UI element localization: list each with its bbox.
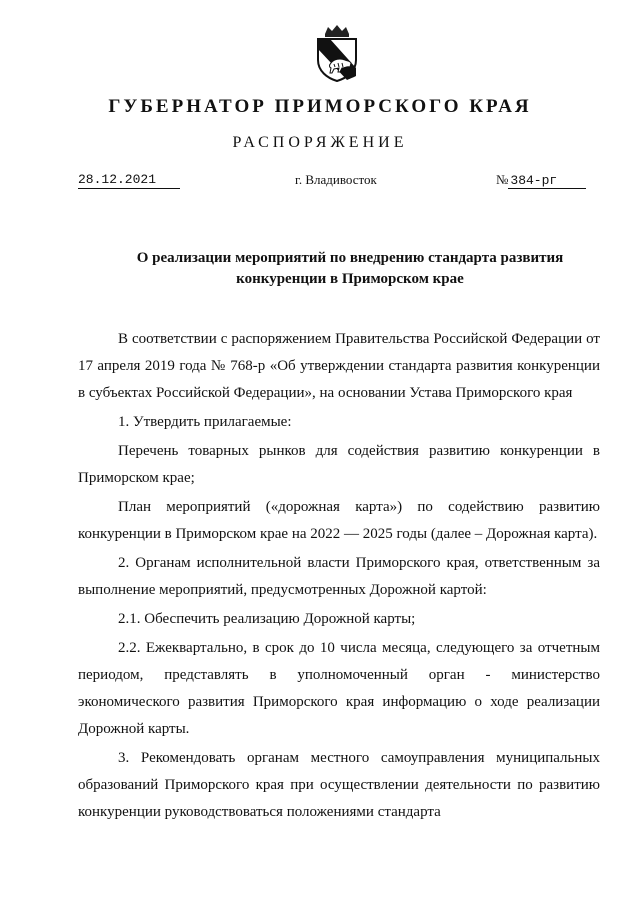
document-title xyxy=(110,248,590,290)
paragraph: Перечень товарных рынков для содействия развитию конкуренции в Приморском крае; xyxy=(78,443,600,486)
title-line-1: О реализации мероприятий по внедрению стандарта развития xyxy=(136,250,564,266)
document-date: 28.12.2021 xyxy=(78,173,180,189)
document-city: г. Владивосток xyxy=(295,172,377,187)
number-prefix: № xyxy=(496,172,509,187)
document-body xyxy=(78,326,600,826)
paragraph: 3. Рекомендовать органам местного самоуправления муниципальных образований Приморского края при осуществлении деятельности по развитию конкуренции руководствоваться положениями стандарта xyxy=(78,750,600,820)
number-value: 384-рг xyxy=(508,174,586,189)
title-line-2: конкуренции в Приморском крае xyxy=(236,271,464,287)
document-type: РАСПОРЯЖЕНИЕ xyxy=(232,134,408,151)
paragraph: 2.2. Ежеквартально, в срок до 10 числа месяца, следующего за отчетным периодом, представлять в уполномоченный орган - министерство экономического развития Приморского края информацию о ходе реализации Дорожной карты. xyxy=(78,640,600,737)
paragraph: 2. Органам исполнительной власти Приморского края, ответственным за выполнение мероприятий, предусмотренных Дорожной картой: xyxy=(78,555,600,598)
coat-of-arms-emblem xyxy=(312,24,362,82)
paragraph: 2.1. Обеспечить реализацию Дорожной карты; xyxy=(118,611,416,627)
paragraph: План мероприятий («дорожная карта») по содействию развитию конкуренции в Приморском крае на 2022 — 2025 годы (далее – Дорожная карта). xyxy=(78,499,600,542)
paragraph: 1. Утвердить прилагаемые: xyxy=(118,414,292,430)
issuing-authority: ГУБЕРНАТОР ПРИМОРСКОГО КРАЯ xyxy=(108,96,532,117)
document-number xyxy=(496,173,586,189)
paragraph: В соответствии с распоряжением Правительства Российской Федерации от 17 апреля 2019 года № 768-р «Об утверждении стандарта развития конкуренции в субъектах Российской Федерации», на основании Устава Приморского края xyxy=(78,331,600,401)
